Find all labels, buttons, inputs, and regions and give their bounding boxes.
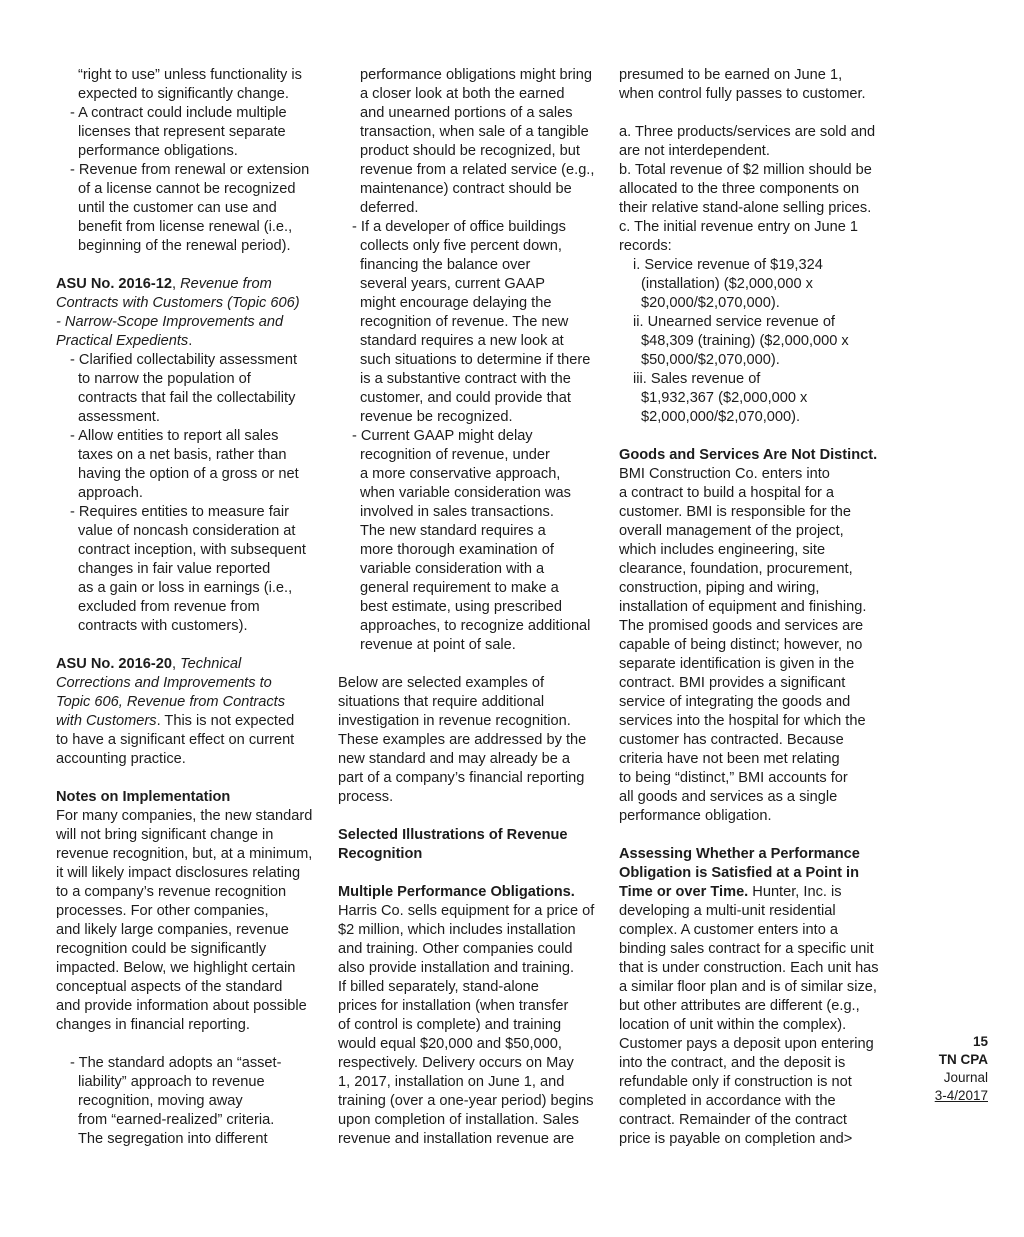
text-line: excluded from revenue from bbox=[78, 599, 260, 615]
text-line: processes. For other companies, bbox=[56, 903, 269, 919]
paragraph-gap bbox=[619, 104, 889, 123]
text-line: $50,000/$2,070,000). bbox=[641, 352, 780, 368]
text-line: it will likely impact disclosures relating bbox=[56, 865, 301, 881]
text-line: customer has contracted. Because bbox=[619, 732, 844, 748]
bold-heading-run: Goods and Services Are Not Distinct. bbox=[619, 447, 878, 463]
paragraph-gap bbox=[619, 826, 889, 845]
text-line: to being “distinct,” BMI accounts for bbox=[619, 770, 848, 786]
text-line: (installation) ($2,000,000 x bbox=[641, 276, 813, 292]
text-line: expected to significantly change. bbox=[78, 86, 289, 102]
text-line: i. Service revenue of $19,324 bbox=[633, 257, 823, 273]
text-line: overall management of the project, bbox=[619, 523, 844, 539]
paragraph-gap bbox=[56, 256, 326, 275]
text-line: The segregation into different bbox=[78, 1131, 268, 1147]
text-run: , bbox=[172, 276, 181, 292]
text-line: changes in financial reporting. bbox=[56, 1017, 250, 1033]
text-line: binding sales contract for a specific unit bbox=[619, 941, 874, 957]
text-line bbox=[56, 275, 326, 294]
text-line bbox=[338, 826, 606, 845]
paragraph-gap bbox=[338, 807, 606, 826]
text-line: ii. Unearned service revenue of bbox=[633, 314, 835, 330]
text-line: part of a company’s financial reporting bbox=[338, 770, 585, 786]
text-run: . bbox=[188, 333, 193, 349]
text-line: and likely large companies, revenue bbox=[56, 922, 289, 938]
text-line: beginning of the renewal period). bbox=[78, 238, 291, 254]
text-line: price is payable on completion and> bbox=[619, 1131, 853, 1147]
italic-title-run: Corrections and Improvements to bbox=[56, 675, 272, 691]
text-line: financing the balance over bbox=[360, 257, 531, 273]
text-line bbox=[56, 313, 326, 332]
text-line bbox=[619, 864, 889, 883]
text-line: a. Three products/services are sold and bbox=[619, 124, 876, 140]
column-left bbox=[56, 66, 326, 1149]
italic-title-run: Revenue from bbox=[180, 276, 272, 292]
text-run: . This is not expected bbox=[156, 713, 295, 729]
text-line: location of unit within the complex). bbox=[619, 1017, 847, 1033]
text-line: will not bring significant change in bbox=[56, 827, 274, 843]
text-line: more thorough examination of bbox=[360, 542, 554, 558]
text-line: to have a significant effect on current bbox=[56, 732, 295, 748]
text-line: to narrow the population of bbox=[78, 371, 251, 387]
paragraph-gap bbox=[56, 1035, 326, 1054]
text-line: also provide installation and training. bbox=[338, 960, 575, 976]
text-line: from “earned-realized” criteria. bbox=[78, 1112, 275, 1128]
text-line: revenue and installation revenue are bbox=[338, 1131, 575, 1147]
text-line: liability” approach to revenue bbox=[78, 1074, 265, 1090]
bold-heading-run: Selected Illustrations of Revenue bbox=[338, 827, 568, 843]
issue-date-link[interactable]: 3-4/2017 bbox=[934, 1088, 988, 1103]
text-line: that is under construction. Each unit has bbox=[619, 960, 879, 976]
italic-title-run: Topic 606, Revenue from Contracts bbox=[56, 694, 286, 710]
text-line: prices for installation (when transfer bbox=[338, 998, 569, 1014]
text-line: allocated to the three components on bbox=[619, 181, 860, 197]
text-line: assessment. bbox=[78, 409, 160, 425]
text-line: If billed separately, stand-alone bbox=[338, 979, 539, 995]
bold-heading-run: Obligation is Satisfied at a Point in bbox=[619, 865, 860, 881]
text-line: - The standard adopts an “asset- bbox=[70, 1055, 282, 1071]
text-line: is a substantive contract with the bbox=[360, 371, 571, 387]
text-line: which includes engineering, site bbox=[619, 542, 826, 558]
text-line: $48,309 (training) ($2,000,000 x bbox=[641, 333, 849, 349]
text-line: and unearned portions of a sales bbox=[360, 105, 573, 121]
text-line: process. bbox=[338, 789, 394, 805]
text-line: standard requires a new look at bbox=[360, 333, 564, 349]
text-line: approaches, to recognize additional bbox=[360, 618, 591, 634]
italic-title-run: Contracts with Customers (Topic 606) bbox=[56, 295, 300, 311]
text-line: such situations to determine if there bbox=[360, 352, 591, 368]
text-line: criteria have not been met relating bbox=[619, 751, 840, 767]
text-line bbox=[56, 674, 326, 693]
text-line: a contract to build a hospital for a bbox=[619, 485, 834, 501]
text-line: taxes on a net basis, rather than bbox=[78, 447, 287, 463]
text-run: Hunter, Inc. is bbox=[748, 884, 842, 900]
text-line: might encourage delaying the bbox=[360, 295, 552, 311]
text-line: $1,932,367 ($2,000,000 x bbox=[641, 390, 808, 406]
bold-heading-run: Time or over Time. bbox=[619, 884, 749, 900]
bold-heading-run: Multiple Performance Obligations. bbox=[338, 884, 575, 900]
text-line: contract. Remainder of the contract bbox=[619, 1112, 847, 1128]
text-line: installation of equipment and finishing. bbox=[619, 599, 867, 615]
text-line: when control fully passes to customer. bbox=[619, 86, 866, 102]
text-line: 1, 2017, installation on June 1, and bbox=[338, 1074, 565, 1090]
text-line: For many companies, the new standard bbox=[56, 808, 313, 824]
text-line: construction, piping and wiring, bbox=[619, 580, 820, 596]
text-line bbox=[338, 845, 606, 864]
text-line: transaction, when sale of a tangible bbox=[360, 124, 589, 140]
text-line: Customer pays a deposit upon entering bbox=[619, 1036, 874, 1052]
text-line bbox=[56, 788, 326, 807]
text-run: , bbox=[172, 656, 181, 672]
publication-name-line1: TN CPA bbox=[938, 1052, 988, 1067]
paragraph-gap bbox=[56, 769, 326, 788]
text-line: Below are selected examples of bbox=[338, 675, 545, 691]
text-line: to a company’s revenue recognition bbox=[56, 884, 287, 900]
text-line: customer, and could provide that bbox=[360, 390, 571, 406]
text-line: iii. Sales revenue of bbox=[633, 371, 761, 387]
paragraph-gap bbox=[619, 427, 889, 446]
text-line: contract inception, with subsequent bbox=[78, 542, 306, 558]
text-line: a closer look at both the earned bbox=[360, 86, 565, 102]
text-line: situations that require additional bbox=[338, 694, 545, 710]
text-line: deferred. bbox=[360, 200, 419, 216]
text-line: The promised goods and services are bbox=[619, 618, 864, 634]
text-line bbox=[619, 883, 889, 902]
bold-heading-run: Assessing Whether a Performance bbox=[619, 846, 860, 862]
text-line bbox=[56, 693, 326, 712]
text-line: a more conservative approach, bbox=[360, 466, 561, 482]
text-line: customer. BMI is responsible for the bbox=[619, 504, 851, 520]
text-line: of control is complete) and training bbox=[338, 1017, 562, 1033]
text-line: investigation in revenue recognition. bbox=[338, 713, 571, 729]
text-line: impacted. Below, we highlight certain bbox=[56, 960, 296, 976]
text-line: - Requires entities to measure fair bbox=[70, 504, 289, 520]
text-line bbox=[56, 655, 326, 674]
text-line: revenue at point of sale. bbox=[360, 637, 516, 653]
text-line: variable consideration with a bbox=[360, 561, 545, 577]
italic-title-run: Technical bbox=[180, 656, 242, 672]
text-line: These examples are addressed by the bbox=[338, 732, 587, 748]
text-line: completed in accordance with the bbox=[619, 1093, 836, 1109]
text-line: recognition of revenue, under bbox=[360, 447, 550, 463]
text-line: - If a developer of office buildings bbox=[352, 219, 566, 235]
italic-title-run: with Customers bbox=[56, 713, 157, 729]
text-line: - Revenue from renewal or extension bbox=[70, 162, 310, 178]
bold-heading-run: ASU No. 2016-20 bbox=[56, 656, 172, 672]
text-line bbox=[619, 446, 889, 465]
text-line: - Current GAAP might delay bbox=[352, 428, 533, 444]
text-line: performance obligation. bbox=[619, 808, 772, 824]
text-line: are not interdependent. bbox=[619, 143, 770, 159]
text-line: and provide information about possible bbox=[56, 998, 307, 1014]
italic-title-run: - Narrow-Scope Improvements and bbox=[56, 314, 284, 330]
text-line: services into the hospital for which the bbox=[619, 713, 866, 729]
text-line: separate identification is given in the bbox=[619, 656, 855, 672]
text-line: but other attributes are different (e.g., bbox=[619, 998, 860, 1014]
text-line: value of noncash consideration at bbox=[78, 523, 296, 539]
text-line: and training. Other companies could bbox=[338, 941, 573, 957]
text-line: having the option of a gross or net bbox=[78, 466, 299, 482]
text-line: would equal $20,000 and $50,000, bbox=[338, 1036, 562, 1052]
text-line: training (over a one-year period) begins bbox=[338, 1093, 594, 1109]
text-line: developing a multi-unit residential bbox=[619, 903, 836, 919]
text-line: performance obligations. bbox=[78, 143, 238, 159]
text-line: - A contract could include multiple bbox=[70, 105, 287, 121]
text-line: $2 million, which includes installation bbox=[338, 922, 576, 938]
text-line: The new standard requires a bbox=[360, 523, 546, 539]
text-line: when variable consideration was bbox=[360, 485, 571, 501]
text-line: conceptual aspects of the standard bbox=[56, 979, 283, 995]
text-line: - Allow entities to report all sales bbox=[70, 428, 279, 444]
text-line: records: bbox=[619, 238, 672, 254]
text-line: revenue from a related service (e.g., bbox=[360, 162, 595, 178]
text-line: their relative stand-alone selling prices. bbox=[619, 200, 872, 216]
text-line: performance obligations might bring bbox=[360, 67, 593, 83]
text-line: recognition could be significantly bbox=[56, 941, 267, 957]
text-line: general requirement to make a bbox=[360, 580, 559, 596]
text-line: c. The initial revenue entry on June 1 bbox=[619, 219, 859, 235]
bold-heading-run: ASU No. 2016-12 bbox=[56, 276, 172, 292]
text-line: as a gain or loss in earnings (i.e., bbox=[78, 580, 293, 596]
text-line bbox=[619, 845, 889, 864]
text-line bbox=[56, 712, 326, 731]
publication-name-line2: Journal bbox=[943, 1070, 988, 1085]
text-line: licenses that represent separate bbox=[78, 124, 286, 140]
text-line: revenue recognition, but, at a minimum, bbox=[56, 846, 313, 862]
text-line: product should be recognized, but bbox=[360, 143, 580, 159]
column-right bbox=[619, 66, 889, 1149]
text-line: recognition, moving away bbox=[78, 1093, 243, 1109]
paragraph-gap bbox=[338, 655, 606, 674]
column-middle bbox=[338, 66, 606, 1149]
text-line: accounting practice. bbox=[56, 751, 186, 767]
text-line: BMI Construction Co. enters into bbox=[619, 466, 830, 482]
bold-heading-run: Recognition bbox=[338, 846, 423, 862]
text-line: recognition of revenue. The new bbox=[360, 314, 569, 330]
text-line: complex. A customer enters into a bbox=[619, 922, 839, 938]
text-line: several years, current GAAP bbox=[360, 276, 545, 292]
text-line: presumed to be earned on June 1, bbox=[619, 67, 843, 83]
text-line: contracts with customers). bbox=[78, 618, 248, 634]
text-line: maintenance) contract should be bbox=[360, 181, 572, 197]
text-line: $2,000,000/$2,070,000). bbox=[641, 409, 801, 425]
text-line: collects only five percent down, bbox=[360, 238, 562, 254]
text-line: involved in sales transactions. bbox=[360, 504, 554, 520]
text-line: of a license cannot be recognized bbox=[78, 181, 296, 197]
bold-heading-run: Notes on Implementation bbox=[56, 789, 231, 805]
text-line bbox=[338, 883, 606, 902]
text-line: refundable only if construction is not bbox=[619, 1074, 852, 1090]
text-line: $20,000/$2,070,000). bbox=[641, 295, 780, 311]
text-line: contract. BMI provides a significant bbox=[619, 675, 846, 691]
text-line: capable of being distinct; however, no bbox=[619, 637, 863, 653]
italic-title-run: Practical Expedients bbox=[56, 333, 189, 349]
text-line: until the customer can use and bbox=[78, 200, 277, 216]
text-line: revenue be recognized. bbox=[360, 409, 513, 425]
text-line: respectively. Delivery occurs on May bbox=[338, 1055, 574, 1071]
text-line bbox=[56, 294, 326, 313]
text-line: a similar floor plan and is of similar size, bbox=[619, 979, 877, 995]
text-line: contracts that fail the collectability bbox=[78, 390, 296, 406]
page-folio bbox=[918, 1033, 988, 1105]
text-line: benefit from license renewal (i.e., bbox=[78, 219, 293, 235]
text-line: upon completion of installation. Sales bbox=[338, 1112, 579, 1128]
text-line: service of integrating the goods and bbox=[619, 694, 851, 710]
text-line: new standard and may already be a bbox=[338, 751, 571, 767]
text-line: all goods and services as a single bbox=[619, 789, 838, 805]
text-line: clearance, foundation, procurement, bbox=[619, 561, 853, 577]
text-line: changes in fair value reported bbox=[78, 561, 271, 577]
text-line: into the contract, and the deposit is bbox=[619, 1055, 846, 1071]
text-line: b. Total revenue of $2 million should be bbox=[619, 162, 872, 178]
text-line: Harris Co. sells equipment for a price of bbox=[338, 903, 595, 919]
paragraph-gap bbox=[56, 636, 326, 655]
text-line: approach. bbox=[78, 485, 143, 501]
text-line bbox=[56, 332, 326, 351]
paragraph-gap bbox=[338, 864, 606, 883]
text-line: “right to use” unless functionality is bbox=[78, 67, 302, 83]
page-number: 15 bbox=[972, 1034, 988, 1049]
text-line: best estimate, using prescribed bbox=[360, 599, 562, 615]
text-line: - Clarified collectability assessment bbox=[70, 352, 298, 368]
